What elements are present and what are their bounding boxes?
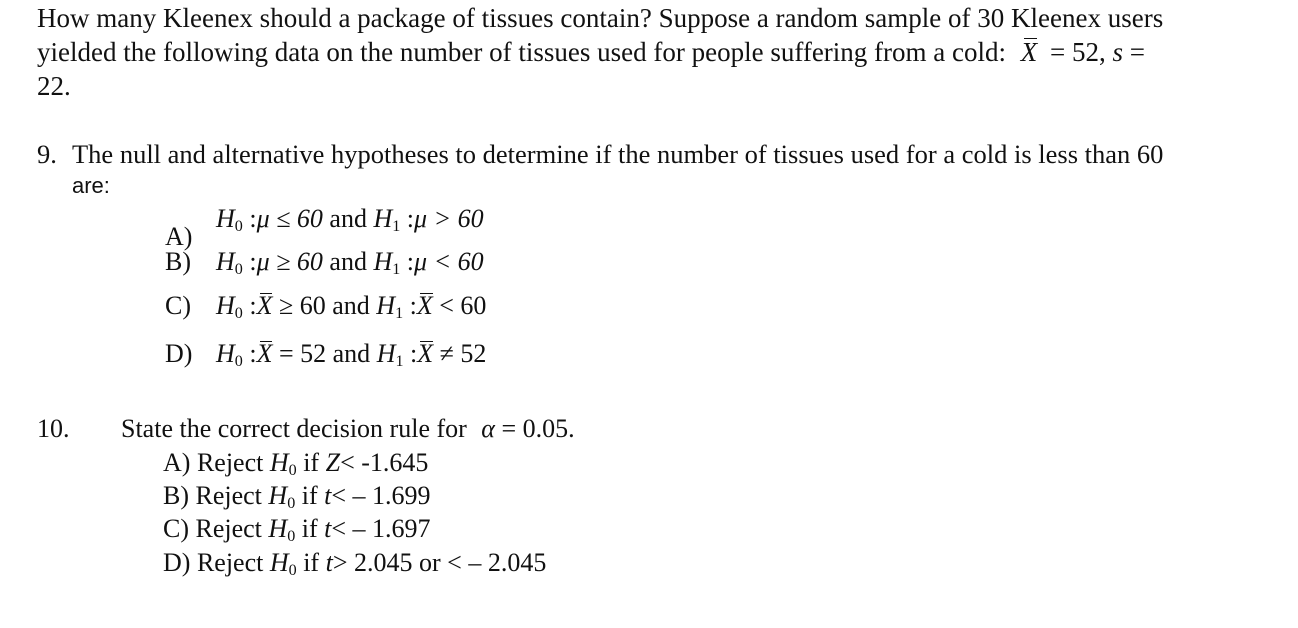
colon: :	[249, 291, 257, 320]
q10-option-d	[163, 548, 546, 580]
h-symbol: H	[268, 514, 288, 543]
q10-number: 10.	[37, 414, 70, 443]
h0-subscript: 0	[234, 261, 243, 279]
intro-line-3: 22.	[37, 71, 71, 101]
reject-word: Reject	[196, 448, 264, 477]
q9-option-a-letter: A)	[165, 222, 193, 251]
h-symbol: H	[373, 204, 393, 233]
q9-option-c-letter: C)	[165, 291, 191, 320]
h0-subscript: 0	[288, 562, 297, 580]
q10-option-c	[163, 514, 431, 546]
xbar-symbol: X	[256, 291, 273, 320]
and-word: and	[332, 339, 371, 368]
q9-number: 9.	[37, 139, 57, 169]
alpha-symbol: α	[481, 414, 495, 443]
h-symbol: H	[269, 548, 289, 577]
intro-line-2	[37, 36, 1145, 69]
intro-line-1: How many Kleenex should a package of tissues contain? Suppose a random sample of 30 Kleenex users	[37, 3, 1164, 33]
alpha-value: = 0.05.	[501, 414, 575, 443]
reject-word: Reject	[196, 548, 264, 577]
q9-option-d-letter: D)	[165, 339, 193, 368]
h-symbol: H	[216, 339, 235, 368]
h0-subscript: 0	[288, 462, 297, 480]
colon: :	[249, 339, 257, 368]
h-symbol: H	[216, 291, 235, 320]
xbar-symbol: X	[416, 291, 433, 320]
q9-option-d	[216, 339, 486, 371]
if-word: if	[301, 514, 318, 543]
h1-subscript: 1	[395, 353, 404, 371]
if-word: if	[301, 481, 318, 510]
colon: :	[409, 291, 417, 320]
colon: :	[406, 204, 415, 233]
q10-option-a-var: Z	[325, 448, 341, 477]
h0-subscript: 0	[287, 528, 296, 546]
h0-subscript: 0	[234, 305, 243, 323]
h1-subscript: 1	[395, 305, 404, 323]
q10-text	[121, 414, 575, 444]
q9-option-a	[216, 204, 484, 236]
q10-prompt: State the correct decision rule for	[121, 414, 467, 443]
colon: :	[249, 247, 257, 276]
h0-subscript: 0	[234, 353, 243, 371]
q10-option-a	[163, 448, 428, 480]
q9-option-c-h1: < 60	[439, 291, 487, 320]
q9-option-c-h0: ≥ 60	[278, 291, 326, 320]
q10-option-b-var: t	[324, 481, 332, 510]
q9-option-b	[216, 247, 484, 279]
q9-option-b-letter: B)	[165, 247, 191, 276]
reject-word: Reject	[195, 514, 262, 543]
q9-option-c	[216, 291, 486, 323]
xbar-symbol: X	[1020, 37, 1038, 67]
q9-option-d-h1: ≠ 52	[439, 339, 487, 368]
if-word: if	[303, 448, 320, 477]
h0-subscript: 0	[287, 495, 296, 513]
q10-option-d-letter: D)	[163, 548, 191, 577]
q10-option-c-letter: C)	[163, 514, 189, 543]
intro-line-2-text: yielded the following data on the number of tissues used for people suffering from a cold:	[37, 37, 1007, 67]
s-symbol: s	[1112, 37, 1124, 67]
q9-option-d-h0: = 52	[278, 339, 327, 368]
colon: :	[406, 247, 415, 276]
q10-option-c-var: t	[324, 514, 332, 543]
q10-option-d-rule: > 2.045 or < – 2.045	[332, 548, 547, 577]
q10-option-c-rule: < – 1.697	[331, 514, 431, 543]
q10-option-a-rule: < -1.645	[340, 448, 429, 477]
and-word: and	[332, 291, 370, 320]
h-symbol: H	[268, 481, 288, 510]
and-word: and	[329, 204, 367, 233]
q9-text: The null and alternative hypotheses to determine if the number of tissues used for a cold is less than 60	[72, 139, 1164, 169]
q10-option-d-var: t	[325, 548, 333, 577]
and-word: and	[329, 247, 367, 276]
q10-option-b-rule: < – 1.699	[331, 481, 431, 510]
colon: :	[410, 339, 418, 368]
h-symbol: H	[216, 204, 235, 233]
q9-option-b-h0: μ ≥ 60	[256, 247, 323, 276]
h1-subscript: 1	[392, 218, 401, 236]
h-symbol: H	[376, 339, 396, 368]
h0-subscript: 0	[234, 218, 243, 236]
if-word: if	[303, 548, 320, 577]
h-symbol: H	[376, 291, 396, 320]
xbar-value: = 52,	[1050, 37, 1106, 67]
h-symbol: H	[269, 448, 289, 477]
q9-option-b-h1: μ < 60	[414, 247, 484, 276]
q10-option-a-letter: A)	[163, 448, 191, 477]
q9-option-a-h0: μ ≤ 60	[256, 204, 323, 233]
xbar-symbol: X	[417, 339, 434, 368]
q10-option-b	[163, 481, 431, 513]
q9-text-cont: are:	[72, 173, 110, 198]
xbar-symbol: X	[256, 339, 273, 368]
h-symbol: H	[373, 247, 393, 276]
h1-subscript: 1	[392, 261, 401, 279]
q10-option-b-letter: B)	[163, 481, 189, 510]
colon: :	[249, 204, 257, 233]
h-symbol: H	[216, 247, 235, 276]
reject-word: Reject	[195, 481, 262, 510]
s-equals: =	[1129, 37, 1145, 67]
q9-option-a-h1: μ > 60	[414, 204, 484, 233]
